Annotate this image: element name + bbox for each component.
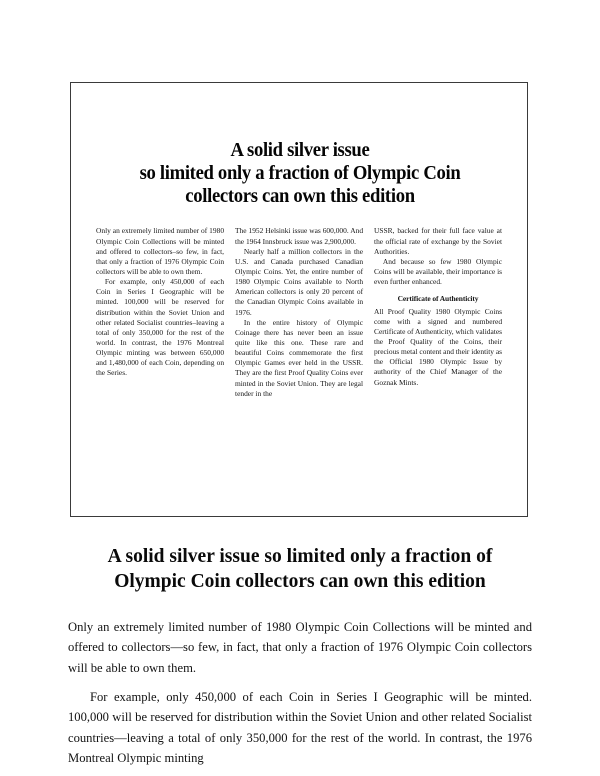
scan-headline-line-1: A solid silver issue [230, 139, 370, 161]
scan-paragraph: And because so few 1980 Olympic Coins will be available, their importance is even further enhanced. [374, 256, 503, 287]
transcription-body [68, 617, 532, 769]
scan-headline-line-2: so limited only a fraction of Olympic Coin [139, 162, 461, 185]
certificate-of-authenticity-subheading: Certificate of Authenticity [397, 294, 479, 304]
scan-column-container [96, 226, 504, 398]
scan-paragraph: Only an extremely limited number of 1980 Olympic Coin Collections will be minted and offered to collectors–so few, in fact, that only a fraction of 1976 Olympic Coin collectors will be able to own them. [96, 226, 225, 277]
scan-column-1 [96, 226, 224, 378]
scan-paragraph: In the entire history of Olympic Coinage there has never been an issue quite like this one. These rare and beautiful Coins commemorate the first Olympic Games ever held in the USSR. They are the first Proof Quality Coins ever minted in the Soviet Union. They are legal tender in the [235, 317, 364, 398]
transcription-section [68, 545, 532, 769]
transcription-heading-line-2: Olympic Coin collectors can own this edition [114, 570, 486, 592]
scan-content [96, 139, 504, 399]
transcription-heading [68, 545, 532, 595]
scan-paragraph: Nearly half a million collectors in the U.S. and Canada purchased Canadian Olympic Coins. Yet, the entire number of 1980 Olympic Coins available to North American collectors is only 20 percent of the Canadian Olympic Coins available in 1976. [235, 246, 364, 317]
scan-headline-line-3: collectors can own this edition [185, 185, 415, 208]
scan-paragraph: USSR, backed for their full face value at the official rate of exchange by the Soviet Authorities. [374, 226, 503, 256]
scan-paragraph: For example, only 450,000 of each Coin in Series I Geographic will be minted. 100,000 will be reserved for distribution within the Soviet Union and other related Socialist countries–leaving a total of only 350,000 for the rest of the world. In contrast, the 1976 Montreal Olympic minting was between 650,000 and 1,480,000 of each Coin, depending on the Series. [96, 277, 225, 378]
scan-column-2 [235, 226, 363, 398]
scan-column-3 [374, 226, 502, 387]
transcription-heading-line-1: A solid silver issue so limited only a fraction of [107, 546, 493, 567]
scanned-advertisement-box [70, 82, 528, 517]
transcription-paragraph: Only an extremely limited number of 1980 Olympic Coin Collections will be minted and offered to collectors—so few, in fact, that only a fraction of 1976 Olympic Coin collectors will be able to own them. [68, 619, 532, 675]
scan-headline [114, 139, 485, 208]
scan-paragraph: All Proof Quality 1980 Olympic Coins come with a signed and numbered Certificate of Authenticity, which validates the Proof Quality of the Coins, their precious metal content and their identity as the Official 1980 Olympic Issue by authority of the Chief Manager of the Goznak Mints. [374, 306, 503, 387]
scan-paragraph: The 1952 Helsinki issue was 600,000. And the 1964 Innsbruck issue was 2,900,000. [235, 226, 364, 246]
transcription-paragraph: For example, only 450,000 of each Coin in Series I Geographic will be minted. 100,000 will be reserved for distribution within the Soviet Union and other related Socialist countries—leaving a total of only 350,000 for the rest of the world. In contrast, the 1976 Montreal Olympic minting [68, 690, 532, 766]
